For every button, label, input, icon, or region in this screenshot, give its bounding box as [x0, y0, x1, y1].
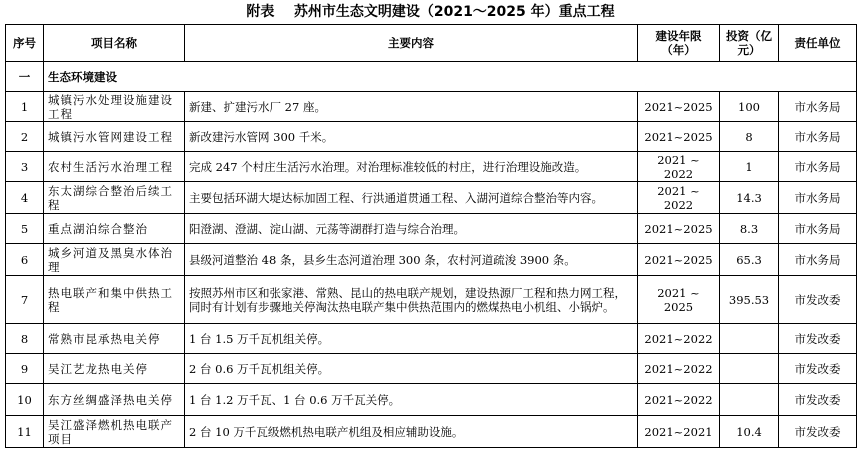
responsible-unit: 市水务局: [779, 152, 857, 182]
responsible-unit: 市水务局: [779, 244, 857, 276]
project-name: 吴江盛泽燃机热电联产项目: [44, 416, 185, 448]
row-number: 10: [6, 384, 44, 416]
investment-amount: 8: [720, 122, 779, 152]
project-name: 常熟市昆承热电关停: [44, 324, 185, 354]
project-name: 城镇污水处理设施建设工程: [44, 92, 185, 122]
responsible-unit: 市发改委: [779, 384, 857, 416]
table-row: [6, 152, 857, 182]
construction-period: 2021~2022: [638, 324, 720, 354]
table-row: [6, 324, 857, 354]
header-name: 项目名称: [44, 25, 185, 62]
construction-period: 2021~2021: [638, 416, 720, 448]
row-number: 6: [6, 244, 44, 276]
row-number: 8: [6, 324, 44, 354]
responsible-unit: 市发改委: [779, 324, 857, 354]
project-content: 阳澄湖、澄湖、淀山湖、元荡等湖群打造与综合治理。: [185, 214, 638, 244]
responsible-unit: 市水务局: [779, 92, 857, 122]
row-number: 7: [6, 276, 44, 324]
section-row: [6, 62, 857, 92]
row-number: 1: [6, 92, 44, 122]
responsible-unit: 市发改委: [779, 416, 857, 448]
responsible-unit: 市水务局: [779, 214, 857, 244]
project-content: 主要包括环湖大堤达标加固工程、行洪通道贯通工程、入湖河道综合整治等内容。: [185, 182, 638, 214]
project-content: 按照苏州市区和张家港、常熟、昆山的热电联产规划，建设热源厂工程和热力网工程，同时有计划有步骤地关停淘汰热电联产集中供热范围内的燃煤热电小机组、小锅炉。: [185, 276, 638, 324]
row-number: 11: [6, 416, 44, 448]
construction-period: 2021~2022: [638, 384, 720, 416]
row-number: 9: [6, 354, 44, 384]
table-row: [6, 92, 857, 122]
construction-period: 2021~2025: [638, 92, 720, 122]
project-content: 县级河道整治 48 条，县乡生态河道治理 300 条，农村河道疏浚 3900 条。: [185, 244, 638, 276]
responsible-unit: 市发改委: [779, 276, 857, 324]
project-content: 新建、扩建污水厂 27 座。: [185, 92, 638, 122]
construction-period: 2021 ~ 2022: [638, 182, 720, 214]
investment-amount: 395.53: [720, 276, 779, 324]
investment-amount: 100: [720, 92, 779, 122]
investment-amount: 14.3: [720, 182, 779, 214]
row-number: 2: [6, 122, 44, 152]
table-row: [6, 122, 857, 152]
project-name: 农村生活污水治理工程: [44, 152, 185, 182]
row-number: 3: [6, 152, 44, 182]
table-row: [6, 354, 857, 384]
table-header-row: [6, 25, 857, 62]
project-content: 新改建污水管网 300 千米。: [185, 122, 638, 152]
construction-period: 2021~2022: [638, 354, 720, 384]
header-unit: 责任单位: [779, 25, 857, 62]
project-name: 热电联产和集中供热工程: [44, 276, 185, 324]
project-content: 完成 247 个村庄生活污水治理。对治理标准较低的村庄，进行治理设施改造。: [185, 152, 638, 182]
header-invest: 投资（亿元）: [720, 25, 779, 62]
construction-period: 2021 ~ 2022: [638, 152, 720, 182]
table-row: [6, 384, 857, 416]
section-number: 一: [6, 62, 44, 92]
investment-amount: [720, 384, 779, 416]
investment-amount: 8.3: [720, 214, 779, 244]
construction-period: 2021 ~ 2025: [638, 276, 720, 324]
investment-amount: 10.4: [720, 416, 779, 448]
project-content: 2 台 10 万千瓦级燃机热电联产机组及相应辅助设施。: [185, 416, 638, 448]
investment-amount: 65.3: [720, 244, 779, 276]
investment-amount: [720, 324, 779, 354]
project-content: 1 台 1.2 万千瓦、1 台 0.6 万千瓦关停。: [185, 384, 638, 416]
document-title: 附表 苏州市生态文明建设（2021～2025 年）重点工程: [246, 4, 615, 20]
project-content: 2 台 0.6 万千瓦机组关停。: [185, 354, 638, 384]
table-row: [6, 416, 857, 448]
header-no: 序号: [6, 25, 44, 62]
construction-period: 2021~2025: [638, 244, 720, 276]
project-name: 东太湖综合整治后续工程: [44, 182, 185, 214]
table-row: [6, 244, 857, 276]
project-name: 吴江艺龙热电关停: [44, 354, 185, 384]
header-period: 建设年限（年）: [638, 25, 720, 62]
header-content: 主要内容: [185, 25, 638, 62]
responsible-unit: 市水务局: [779, 182, 857, 214]
project-content: 1 台 1.5 万千瓦机组关停。: [185, 324, 638, 354]
project-name: 重点湖泊综合整治: [44, 214, 185, 244]
responsible-unit: 市发改委: [779, 354, 857, 384]
project-table: [5, 24, 857, 448]
investment-amount: [720, 354, 779, 384]
row-number: 5: [6, 214, 44, 244]
section-title: 生态环境建设: [44, 62, 857, 92]
construction-period: 2021~2025: [638, 214, 720, 244]
project-name: 城镇污水管网建设工程: [44, 122, 185, 152]
responsible-unit: 市水务局: [779, 122, 857, 152]
table-row: [6, 214, 857, 244]
row-number: 4: [6, 182, 44, 214]
table-row: [6, 182, 857, 214]
construction-period: 2021~2025: [638, 122, 720, 152]
project-name: 城乡河道及黑臭水体治理: [44, 244, 185, 276]
project-name: 东方丝绸盛泽热电关停: [44, 384, 185, 416]
table-row: [6, 276, 857, 324]
investment-amount: 1: [720, 152, 779, 182]
